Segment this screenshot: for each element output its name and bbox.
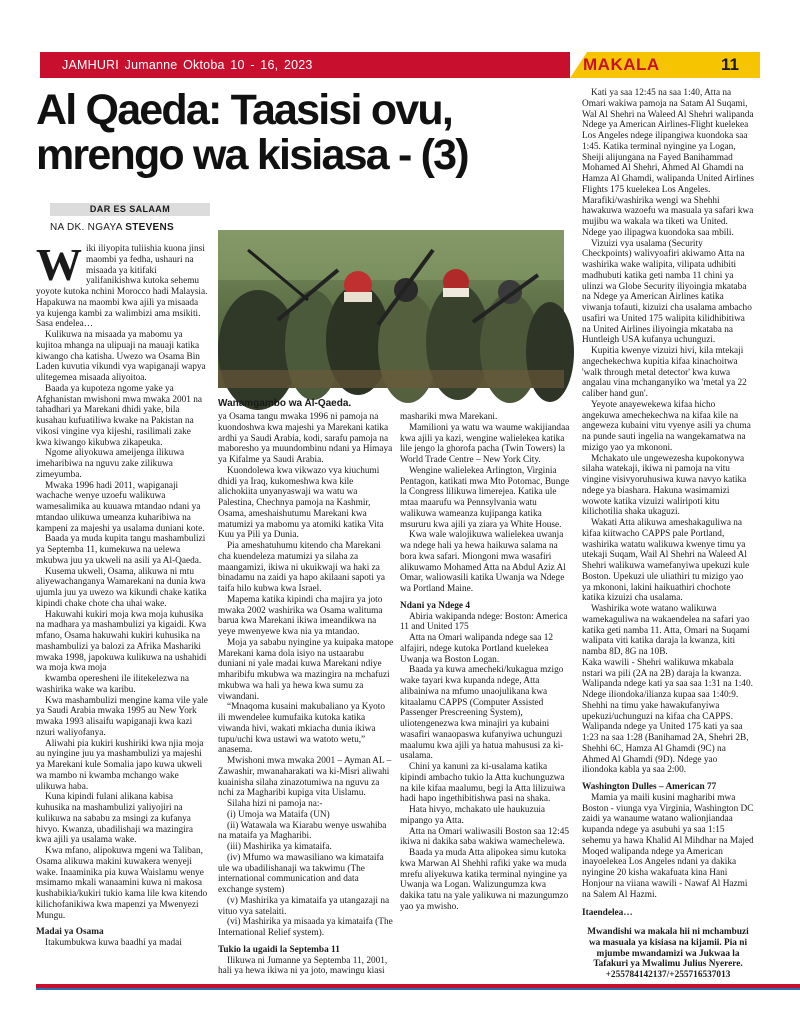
paragraph: Kusema ukweli, Osama, alikuwa ni mtu aliyewachanganya Wamarekani na dunia kwa ujumla juu ya uwezo wa kikundi chake katika kipindi chake chote cha uhai wake.: [36, 566, 207, 609]
paragraph: Kupitia kwenye vizuizi hivi, kila mtekaji angechekechwa kupitia kifaa kinachoitwa 'walk through metal detector' kwa kuwa angalau vina mchanganyiko wa 'metal ya 22 caliber hand gun'.: [582, 346, 747, 399]
paragraph: Vizuizi vya usalama (Security Checkpoints) walivyoafiri akiwamo Atta na washirika wake walipita, vilipata udhibiti madhubuti katika geti namba 11 chini ya ulinzi wa Globe Security iliyoingia mkataba na Ndege ya American Airlines katika viwanja tofauti, kizuizi cha usalama ambacho usafiri wa United 175 walipita kilidhibitiwa na United Airlines iliyoingia mkataba na Huntleigh USA kufanya uchunguzi.: [582, 238, 752, 346]
paragraph: Kwa mashambulizi mengine kama vile yale ya Saudi Arabia mwaka 1995 au New York mwaka 1993 alisaifu wapiganaji kwa kazi nzuri waliyofanya.: [36, 695, 208, 738]
paragraph: Kwa mfano, alipokuwa mgeni wa Taliban, Osama alikuwa makini kuwakera wenyeji wake. Inaaminika pia kuwa Waislamu wenye msimamo mkali wanaamini kuwa ni makosa kushabikia/kukiri tukio kama lile kwa kitendo kilichofanikiwa kwa mapenzi ya Mwenyezi Mungu.: [36, 846, 208, 921]
paragraph: Baada ya kupoteza ngome yake ya Afghanistan mwishoni mwa mwaka 2001 na tahadhari ya Marekani dhidi yake, bila kusahau kufuatiliwa kwake na Pakistan na vikosi vingine vya kijeshi, rasilimali zake kwa kiwango kikubwa zikapeuka.: [36, 383, 203, 448]
paragraph: Mamilioni ya watu wa waume wakijiandaa kwa ajili ya kazi, wengine walielekea katika lile jengo la ghorofa pacha (Twin Towers) la World Trade Centre – New York City.: [400, 422, 570, 465]
page-number: 11: [721, 55, 739, 74]
subheading: Tukio la ugaidi la Septemba 11: [218, 944, 340, 955]
header-red-band: [40, 52, 570, 78]
continued-note: Itaendelea…: [582, 908, 633, 919]
paragraph: Mwishoni mwa mwaka 2001 – Ayman AL – Zawashir, mwanaharakati wa ki-Misri aliwahi kuainisha silaha zinazotumiwa na nguvu za nchi za Magharibi kupiga vita Uislamu.: [218, 756, 392, 799]
paragraph: Wengine walielekea Arlington, Virginia Pentagon, katikati mwa Mto Potomac, Bunge la Congress lilikuwa limerejea. Katika ule mtaa maarufu wa Pennsylvania watu walikuwa wameanza kujipanga katika msururu kwa ajili ya ziara ya White House.: [400, 465, 570, 530]
paragraph: Aliwahi pia kukiri kushiriki kwa njia moja au nyingine juu ya mashambulizi ya majeshi ya Marekani kule Somalia japo kuwa ukweli wa mambo ni kwamba mchango wake ulikuwa haba.: [36, 738, 204, 792]
paragraph: Atta na Omari waliwasili Boston saa 12:45 ikiwa ni dakika saba wakiwa wamechelewa.: [400, 826, 570, 848]
headline: [36, 88, 566, 178]
paragraph: Kaka wawili - Shehri walikuwa mkabala nstari wa pili (2A na 2B) daraja la kwanza. Walipanda ndege kati ya saa saa 1:31 na 1:40. Ndege iliondoka/ilianza kupaa saa 1:40:9. Shehhi na timu yake hawakufanyiwa upekuzi/uchunguzi na kifaa cha CAPPS. Walipanda ndege ya United 175 kati ya saa 1:23 na saa 1:28 (Banihamad 2A, Shehri 2B, Shehhi 6C, Hamza Al Ghamdi (9C) na Ahmed Al Ghamdi (9D). Ndege yao iliondoka kabla ya saa 2:00.: [582, 657, 753, 776]
author-phone: +255784142137/+255716537013: [605, 970, 731, 980]
paragraph: Mamia ya maili kusini magharibi mwa Boston - viunga vya Virginia, Washington DC zaidi ya wanaume watano walionjiandaa kupanda ndege ya asubuhi ya saa 1:15 sehemu ya hawa Khalid Al Mihdhar na Majed Moqed walipanda ndege ya American inayoelekea Los Angeles ndani ya dakika nyingine 20 kisha wakafuata kina Hani Honjour na viiana wawili - Nawaf Al Hazmi na Salem Al Hazmi.: [582, 792, 754, 900]
paragraph: Mapema katika kipindi cha majira ya joto mwaka 2002 washirika wa Osama walituma barua kwa Marekani ikiwa imeandikwa na yeye mwenyewe kwa nia ya mtandao.: [218, 594, 383, 637]
paragraph: Pia ameshatuhumu kitendo cha Marekani cha kuendeleza matumizi ya silaha za maangamizi, ikiwa ni ukuikwaji wa haki za binadamu na zaidi ya hapo akilaani sapoti ya taifa hilo kubwa kwa Israel.: [218, 541, 386, 594]
article-column-2: [218, 412, 394, 977]
paragraph: Chini ya kanuni za ki-usalama katika kipindi ambacho tukio la Atta kuchunguzwa na kile kifaa maalumu, begi la Atta lilizuiwa hadi hapo ingethibitishwa pasi na shaka.: [400, 762, 566, 805]
headline-line-2: mrengo wa kisiasa - (3): [36, 131, 468, 179]
paragraph: Mwaka 1996 hadi 2011, wapiganaji wachache wenye uzoefu walikuwa wamesalimika au kuuawa mtandao ndani ya mtandao ulikuwa umeanza kuharibiwa na kampeni za majeshi ya usalama duniani kote.: [36, 480, 205, 534]
paragraph: Ngome aliyokuwa ameijenga ilikuwa imeharibiwa na nguvu zake zilikuwa zimeyumba.: [36, 448, 185, 480]
paragraph: Kuna kipindi fulani alikana kabisa kuhusika na mashambulizi yaliyojiri na kulikuwa na sababu za msingi za kufanya hivyo. Kwanza, ubadilishaji wa mazingira kwa ajili ya usalama wake.: [36, 792, 193, 846]
paragraph: Atta na Omari walipanda ndege saa 12 alfajiri, ndege kutoka Portland kuelekea Uwanja wa Boston Logan.: [400, 633, 554, 665]
paragraph: Mchakato ule ungewezesha kupokonywa silaha watekaji, ikiwa ni pamoja na vitu vingine visivyoruhusiwa kuwa navyo katika ndege ya biashara. Hakuna wasimamizi wowote katika vizuizi waliripoti kitu kilichotilia shaka ukaguzi.: [582, 453, 747, 518]
paragraph: Kwa wale walojikuwa walielekea uwanja wa ndege hali ya hewa haikuwa salama na bora kwa safari. Miongoni mwa wasafiri alikuwamo Mohamed Atta na Abdul Aziz Al Omar, waliowasili katika Uwanja wa Ndege wa Portland Maine.: [400, 530, 566, 594]
author-note: Mwandishi wa makala hii ni mchambuzi wa masuala ya kisiasa na kijamii. Pia ni mjumbe mwandamizi wa Jukwaa la Tafakuri ya Mwalimu Julius Nyerere.: [587, 927, 749, 970]
article-column-3: [400, 412, 572, 978]
subheading: Madai ya Osama: [36, 927, 104, 938]
article-photo: [218, 230, 564, 388]
paragraph: Moja ya sababu nyingine ya kuipaka matope Marekani kama dola isiyo na ustaarabu duniani ni yale madai kuwa Marekani ndiye mharibifu mkubwa wa mazingira na mchafuzi mkubwa wa hali ya hewa kwa sumu za viwandani.: [218, 637, 394, 702]
paragraph: Silaha hizi ni pamoja na:-: [227, 799, 323, 809]
list-item: (iii) Mashirika ya kimataifa.: [227, 842, 332, 852]
byline-prefix: NA DK. NGAYA: [50, 222, 123, 233]
subheading: Ndani ya Ndege 4: [400, 600, 470, 611]
paragraph: Kuondolewa kwa vikwazo vya kiuchumi dhidi ya Iraq, kukomeshwa kwa kile alichokiita unyanyaswaji wa watu wa Palestina, Chechnya pamoja na Kashmir, Osama, ameshaishutumu Marekani kwa matumizi ya mabomu ya atomiki katika Vita Kuu ya Pili ya Dunia.: [218, 465, 384, 541]
section-label: MAKALA: [583, 55, 660, 74]
list-item: (iv) Mfumo wa mawasiliano wa kimataifa ule wa ubadilishanaji wa takwimu (The international communication and data exchange system): [218, 852, 384, 895]
headline-line-1: Al Qaeda: Taasisi ovu,: [36, 86, 453, 134]
paragraph: Itakumbukwa kuwa baadhi ya madai: [45, 938, 182, 948]
paragraph: Hakuwahi kukiri moja kwa moja kuhusika na madhara ya mashambulizi ya kigaidi. Kwa mfano, Osama hakuwahi kukiri kuhusika na mashambulizi ya balozi za Afrika Mashariki mwaka 1998, japokuwa kulikuwa na ushahidi wa moja kwa moja: [36, 609, 207, 674]
header-publication-date: JAMHURI Jumanne Oktoba 10 - 16, 2023: [62, 58, 313, 72]
list-item: (vi) Mashirika ya misaada ya kimataifa (The International Relief system).: [218, 917, 393, 938]
paragraph: Wiki iliyopita tuliishia kuona jinsi maombi ya fedha, ushauri na misaada ya kitifaki yalifanikishwa kutoka sehemu yoyote kutoka nchini Morocco hadi Malaysia. Hapakuwa na maombi kwa ajili ya misaada ya kujenga kambi za walimbizi ama msikiti. Sasa endelea…: [36, 239, 208, 330]
dateline: DAR ES SALAAM: [50, 203, 210, 216]
paragraph: Ilikuwa ni Jumanne ya Septemba 11, 2001, hali ya hewa ikiwa ni ya joto, mawingu kiasi: [218, 955, 388, 977]
article-column-1: [36, 239, 208, 948]
paragraph: Baada ya muda kupita tangu mashambulizi ya Septemba 11, kumekuwa na uelewa mkubwa juu ya ukweli na asili ya Al-Qaeda.: [36, 534, 206, 566]
paragraph: Kulikuwa na misaada ya mabomu ya kujitoa mhanga na ulipuaji na mauaji katika kiwango cha katisha. Uwezo wa Osama Bin Laden kuvutia vikundi vya wapiganaji wapya ulitegemea misaada aliyoitoa.: [36, 330, 206, 383]
list-item: (i) Umoja wa Mataifa (UN): [227, 809, 330, 820]
militants-photo-illustration: [218, 230, 564, 388]
byline: [50, 222, 174, 233]
paragraph: ya Osama tangu mwaka 1996 ni pamoja na kuondoshwa kwa majeshi ya Marekani katika ardhi ya Saudi Arabia, kodi, sarafu pamoja na maboresho ya muundombinu ndani ya Himaya ya Kifalme ya Saudi Arabia.: [218, 412, 393, 465]
paragraph: kwamba operesheni ile ilitekelezwa na washirika wake wa karibu.: [36, 674, 190, 695]
page-header: [0, 0, 800, 80]
paragraph: “Mnaqoma kusaini makubaliano ya Kyoto ili mwendelee kumufaika kutoka katika viwanda hivi, wakati mkiacha dunia ikiwa tupu/uchi kwa ustawi wa watoto wetu,” anasema.: [218, 702, 386, 756]
list-item: (ii) Watawala wa Kiarabu wenye uswahiba na mataifa ya Magharibi.: [218, 820, 387, 842]
article-column-4: [582, 88, 754, 978]
byline-name: STEVENS: [125, 222, 175, 233]
subheading: Washington Dulles – American 77: [582, 782, 717, 792]
footer-blue-rule: [36, 988, 800, 990]
list-item: (v) Mashirika ya kimataifa ya utangazaji na vituo vya satelaiti.: [218, 895, 390, 917]
photo-caption: Wanamgambo wa Al-Qaeda.: [218, 398, 352, 409]
paragraph: mashariki mwa Marekani.: [400, 412, 498, 422]
paragraph: Hata hivyo, mchakato ule haukuzuia mipango ya Atta.: [400, 805, 546, 826]
paragraph: Kati ya saa 12:45 na saa 1:40, Atta na Omari wakiwa pamoja na Satam Al Suqami, Wal Al Shehri na Waleed Al Shehri walipanda Ndege ya American Airlines-Flight kuelekea Los Angeles ndege ilipangiwa kuondoka saa 1:45. Katika terminal nyingine ya Logan, Sheiji alijungana na Fayed Banihammad Mohamed Al Shehri, Ahmed Al Ghamdi na Hamza Al Ghamdi, walipanda United Airlines Flights 175 kuelekea Los Angeles. Marafiki/washirika wengi wa Shehhi hawakuwa wazoefu wa masuala ya safari kwa mujibu wa wakala wa tiketi wa United. Ndege yao ilipagwa kuondoka saa mbili.: [582, 88, 754, 238]
drop-cap: W: [36, 239, 82, 290]
paragraph: Wakati Atta alikuwa ameshakaguliwa na kifaa kiitwacho CAPPS pale Portland, washirika watatu walikuwa kwenye timu ya utekaji Suqam, Wail Al Shehri na Waleed Al Shehri walikuwa wamefanyiwa upekuzi kule Boston. Upekuzi ule uliathiri tu mizigo yao ya mkononi, lakini haikuathiri chochote katika kizuizi cha usalama.: [582, 518, 750, 604]
paragraph: Abiria wakipanda ndege: Boston: America 11 and United 175: [400, 611, 568, 633]
paragraph: Baada ya kuwa amecheki/kukagua mzigo wake tayari kwa kupanda ndege, Atta alibainiwa na mfumo unaojulikana kwa kitaalamu CAPPS (Computer Assisted Passenger Prescreening System), uliotengenezwa kwa minajiri ya kubaini wasafiri wanaopaswa kufanyiwa uchunguzi maalumu kwa ajili ya hatua mahususi za ki-usalama.: [400, 665, 564, 762]
paragraph: Washirika wote watano walikuwa wamekaguliwa na wakaendelea na safari yao katika geti namba 11. Atta, Omari na Suqami walipata viti katika daraja la kwanza, kiti namba 8D, 8G na 10B.: [582, 604, 750, 657]
paragraph: Baada ya muda Atta alipokea simu kutoka kwa Marwan Al Shehhi rafiki yake wa muda mrefu aliyekuwa katika terminal nyingine ya Uwanja wa Logan. Walizungumza kwa dakika tatu na yale yalikuwa ni mazungumzo yao ya mwisho.: [400, 848, 569, 912]
paragraph: Yeyote anayewekewa kifaa hicho angekuwa amechekechwa na kifaa kile na angeweza kubaini vitu vyenye asili ya chuma na punde sauti ingelia na wangekamatwa na mizigo yao ya mkononi.: [582, 399, 751, 453]
